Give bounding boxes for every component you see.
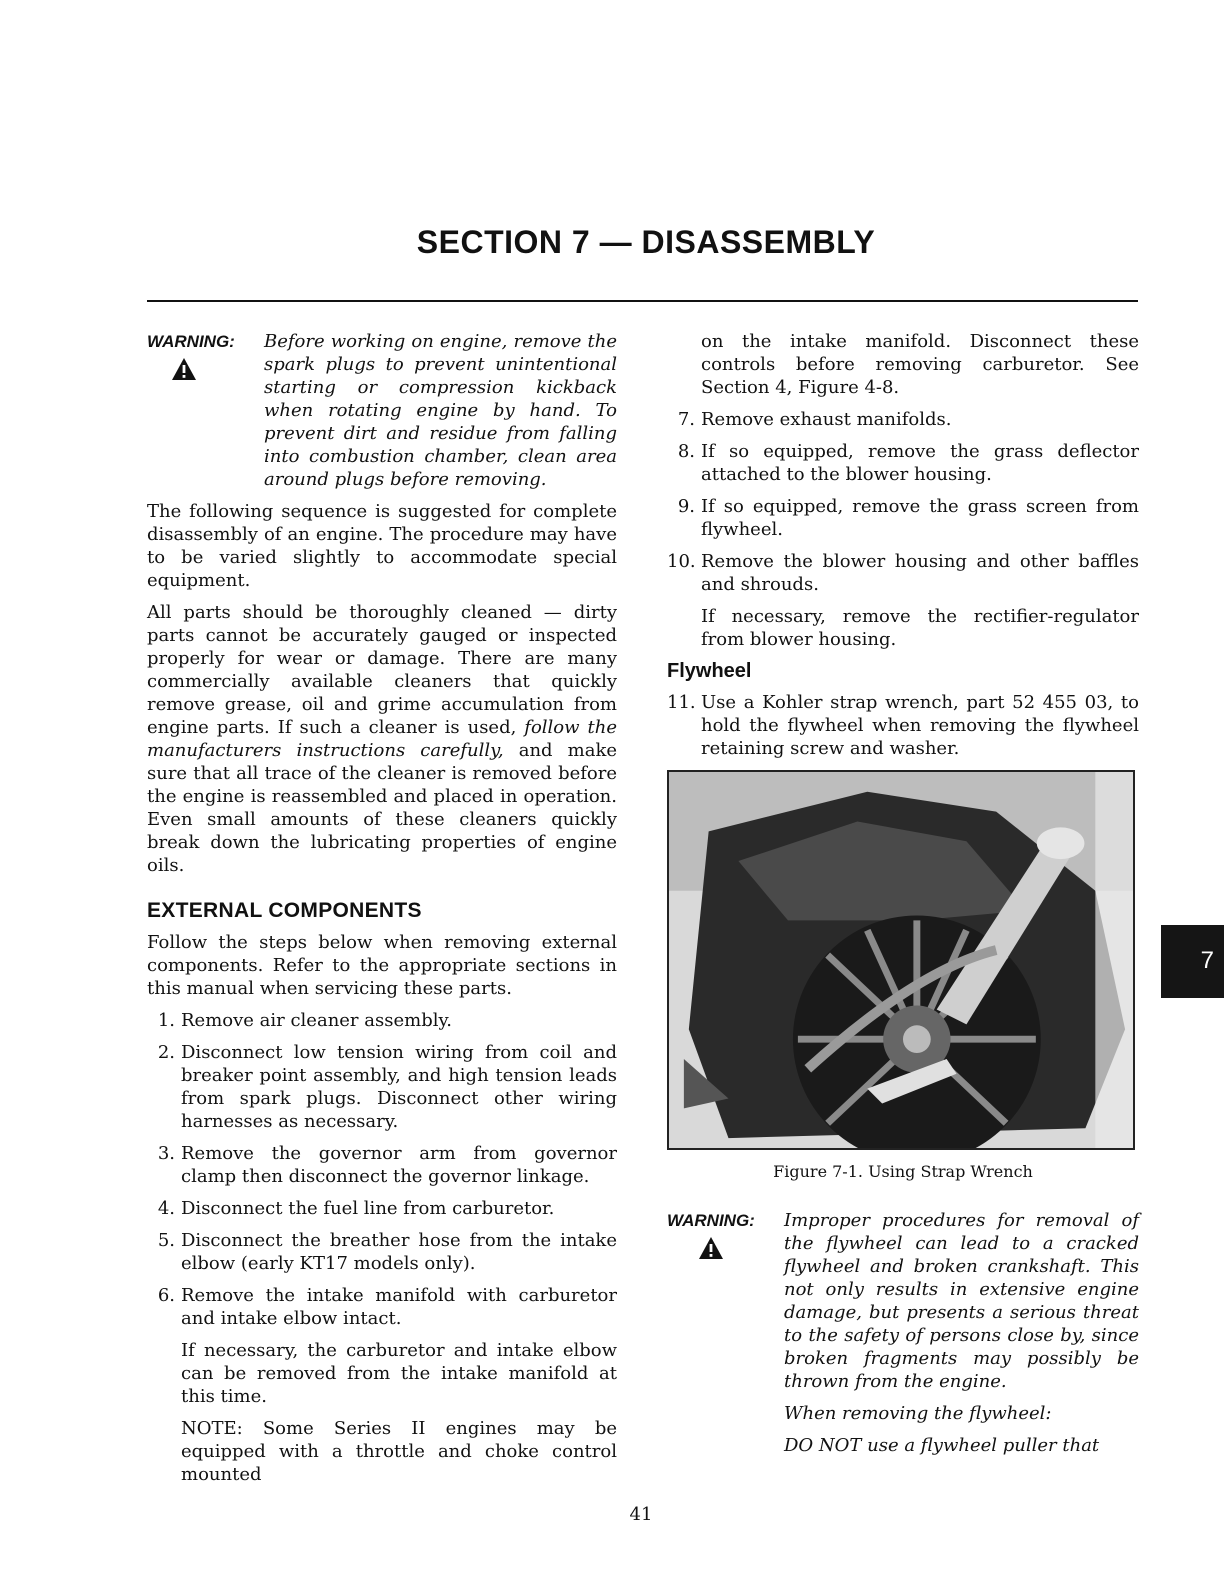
- external-components-heading: EXTERNAL COMPONENTS: [147, 899, 422, 922]
- warning-block-1: [147, 330, 617, 491]
- step6-note-2: NOTE: Some Series II engines may be equipped with a throttle and choke control mounted: [181, 1418, 617, 1485]
- list-item: 1. Remove air cleaner assembly.: [157, 1010, 452, 1031]
- list-item: 9. If so equipped, remove the grass screen from flywheel.: [677, 496, 1139, 540]
- list-item: 7. Remove exhaust manifolds.: [677, 409, 952, 430]
- external-steps-list-continued: [667, 408, 1139, 651]
- figure-caption: Figure 7-1. Using Strap Wrench: [773, 1162, 1033, 1181]
- warning-text: Before working on engine, remove the spark plugs to prevent unintentional starting or compression kickback when rotating engine by hand. To prevent dirt and residue from falling into combustion chamber, clean area around plugs before removing.: [264, 331, 617, 490]
- external-steps-list: [147, 1009, 617, 1486]
- warning-triangle-icon: [171, 357, 197, 381]
- list-item: 4. Disconnect the fuel line from carburetor.: [157, 1198, 555, 1219]
- list-item: 3. Remove the governor arm from governor clamp then disconnect the governor linkage.: [157, 1143, 617, 1187]
- step6-note-continued: on the intake manifold. Disconnect these controls before removing carburetor. See Section 4, Figure 4-8.: [701, 331, 1139, 398]
- title-divider: [147, 300, 1138, 302]
- list-item: 5. Disconnect the breather hose from the intake elbow (early KT17 models only).: [157, 1230, 617, 1274]
- left-column: [147, 330, 617, 1495]
- warning-note-2: DO NOT use a flywheel puller that: [784, 1435, 1100, 1456]
- strap-wrench-photo: [667, 770, 1135, 1150]
- list-item: 11. Use a Kohler strap wrench, part 52 455 03, to hold the flywheel when removing the flywheel retaining screw and washer.: [667, 692, 1139, 759]
- flywheel-steps-list: [667, 691, 1139, 760]
- cleaning-paragraph: All parts should be thoroughly cleaned — dirty parts cannot be accurately gauged or inspected properly for wear or damage. There are many commercially available cleaners that quickly remove grease, oil and grime accumulation from engine parts. If such a cleaner is used, follow the manufacturers instructions carefully, and make sure that all trace of the cleaner is removed before the engine is reassembled and placed in operation. Even small amounts of these cleaners quickly break down the lubricating properties of engine oils.: [147, 602, 618, 876]
- warning-block-2: [667, 1209, 1139, 1457]
- warning-triangle-icon: [698, 1236, 724, 1260]
- step10-note: If necessary, remove the rectifier-regulator from blower housing.: [701, 606, 1139, 650]
- external-intro: Follow the steps below when removing external components. Refer to the appropriate sections in this manual when servicing these parts.: [147, 932, 617, 999]
- list-item: 6. Remove the intake manifold with carburetor and intake elbow intact. If necessary, the carburetor and intake elbow can be removed from the intake manifold at this time. NOTE: Some Series II engines may be equipped with a throttle and choke control mounted: [157, 1285, 617, 1485]
- warning-label: WARNING:: [147, 332, 235, 351]
- warning-note-1: When removing the flywheel:: [784, 1403, 1052, 1424]
- section-tab: 7: [1161, 925, 1224, 998]
- list-item: 8. If so equipped, remove the grass deflector attached to the blower housing.: [677, 441, 1139, 485]
- page-number: 41: [629, 1504, 653, 1525]
- warning-label: WARNING:: [667, 1211, 755, 1230]
- flywheel-heading: Flywheel: [667, 660, 752, 682]
- list-item: 10. Remove the blower housing and other baffles and shrouds. If necessary, remove the rectifier-regulator from blower housing.: [667, 551, 1139, 650]
- page-title: SECTION 7 — DISASSEMBLY: [416, 224, 876, 260]
- intro-paragraph: The following sequence is suggested for complete disassembly of an engine. The procedure may have to be varied slightly to accommodate special equipment.: [147, 501, 617, 591]
- list-item: 2. Disconnect low tension wiring from coil and breaker point assembly, and high tension leads from spark plugs. Disconnect other wiring harnesses as necessary.: [157, 1042, 617, 1132]
- warning-text: Improper procedures for removal of the flywheel can lead to a cracked flywheel and broken crankshaft. This not only results in extensive engine damage, but presents a serious threat to the safety of persons close by, since broken fragments may possibly be thrown from the engine. When removing the flywheel: DO NOT use a flywheel puller that: [784, 1210, 1139, 1456]
- right-column: [667, 330, 1139, 1466]
- engine-photo-image: [669, 772, 1133, 1148]
- step6-note-1: If necessary, the carburetor and intake elbow can be removed from the intake manifold at this time.: [181, 1340, 617, 1407]
